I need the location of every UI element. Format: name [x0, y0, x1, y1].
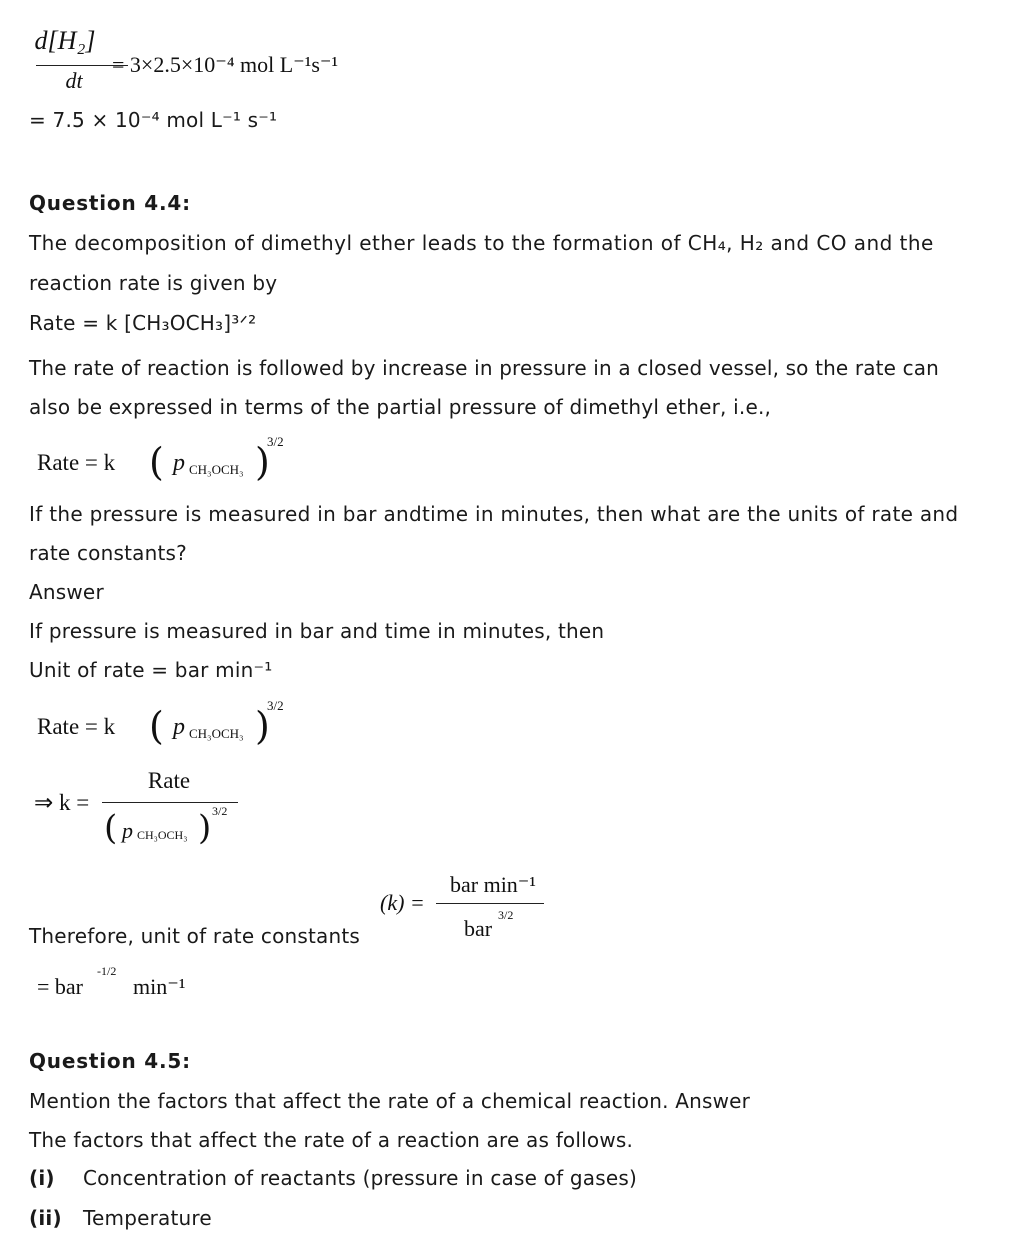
fraction-denominator: dt — [65, 68, 83, 93]
unit-k-equation — [380, 868, 560, 948]
list-item-text: Concentration of reactants (pressure in case of gases) — [83, 1166, 638, 1190]
pressure-symbol: p — [173, 714, 185, 740]
exponent: 3/2 — [212, 804, 228, 818]
question-4-4-heading: Question 4.4: — [29, 191, 191, 215]
exponent: 3/2 — [267, 698, 284, 713]
pressure-subscript: CH₃OCH₃ — [189, 726, 244, 741]
unit-of-rate: Unit of rate = bar min⁻¹ — [29, 658, 273, 682]
paren-close: ) — [255, 704, 270, 748]
unit-k-den-exponent: 3/2 — [498, 908, 514, 922]
q45-line: Mention the factors that affect the rate of a chemical reaction. Answer — [29, 1089, 751, 1113]
q44-question-line: If the pressure is measured in bar andtime in minutes, then what are the units of rate and — [29, 502, 959, 526]
exponent: 3/2 — [267, 434, 284, 449]
q44-paragraph-line: reaction rate is given by — [29, 271, 278, 295]
pressure-symbol: p — [122, 818, 133, 843]
k-fraction-numerator: Rate — [147, 768, 191, 793]
pressure-subscript: CH₃OCH₃ — [137, 828, 188, 842]
unit-k-numerator: bar min⁻¹ — [449, 872, 537, 897]
unit-k-denominator: bar — [464, 916, 493, 941]
paren-open: ( — [149, 704, 164, 748]
k-fraction-bar — [102, 802, 238, 803]
list-item-text: Temperature — [83, 1206, 212, 1230]
final-lhs: = bar — [37, 974, 83, 999]
paren-open: ( — [104, 808, 118, 848]
pressure-subscript: CH₃OCH₃ — [189, 462, 244, 477]
final-exponent: -1/2 — [97, 964, 117, 978]
rate-pressure-equation — [37, 432, 297, 492]
q44-paragraph-line: The decomposition of dimethyl ether leads to the formation of CH₄, H₂ and CO and the — [29, 231, 934, 255]
list-item — [29, 1166, 637, 1190]
final-unit-equation — [37, 964, 217, 1004]
paren-open: ( — [149, 440, 164, 484]
q44-question-line: rate constants? — [29, 541, 187, 565]
equation-rhs: = 3×2.5×10⁻⁴ mol L⁻¹s⁻¹ — [112, 52, 339, 77]
list-item-number: (i) — [29, 1166, 55, 1190]
list-item-number: (ii) — [29, 1206, 62, 1230]
final-min: min⁻¹ — [133, 974, 186, 999]
rate-constant-equation — [34, 768, 264, 858]
q44-paragraph-line: also be expressed in terms of the partial pressure of dimethyl ether, i.e., — [29, 395, 772, 419]
eq-lhs: Rate = k — [37, 450, 116, 475]
pressure-symbol: p — [173, 450, 185, 476]
eq-lhs: Rate = k — [37, 714, 116, 739]
equation-result: = 7.5 × 10⁻⁴ mol L⁻¹ s⁻¹ — [29, 108, 278, 132]
therefore-line: Therefore, unit of rate constants — [29, 924, 361, 948]
q44-paragraph-line: The rate of reaction is followed by increase in pressure in a closed vessel, so the rate can — [29, 356, 939, 380]
rate-pressure-equation — [37, 696, 297, 756]
answer-label: Answer — [29, 580, 104, 604]
fraction-numerator: d[H₂] — [34, 26, 96, 55]
question-4-5-heading: Question 4.5: — [29, 1049, 191, 1073]
q45-line: The factors that affect the rate of a reaction are as follows. — [29, 1128, 634, 1152]
k-lhs: ⇒ k = — [34, 790, 90, 815]
rate-equation-top — [34, 26, 374, 96]
unit-k-fraction-bar — [436, 903, 544, 904]
paren-close: ) — [198, 808, 212, 848]
unit-k-lhs: (k) = — [380, 890, 425, 915]
answer-line: If pressure is measured in bar and time in minutes, then — [29, 619, 605, 643]
rate-law: Rate = k [CH₃OCH₃]³ᐟ² — [29, 311, 257, 335]
paren-close: ) — [255, 440, 270, 484]
list-item — [29, 1206, 212, 1230]
